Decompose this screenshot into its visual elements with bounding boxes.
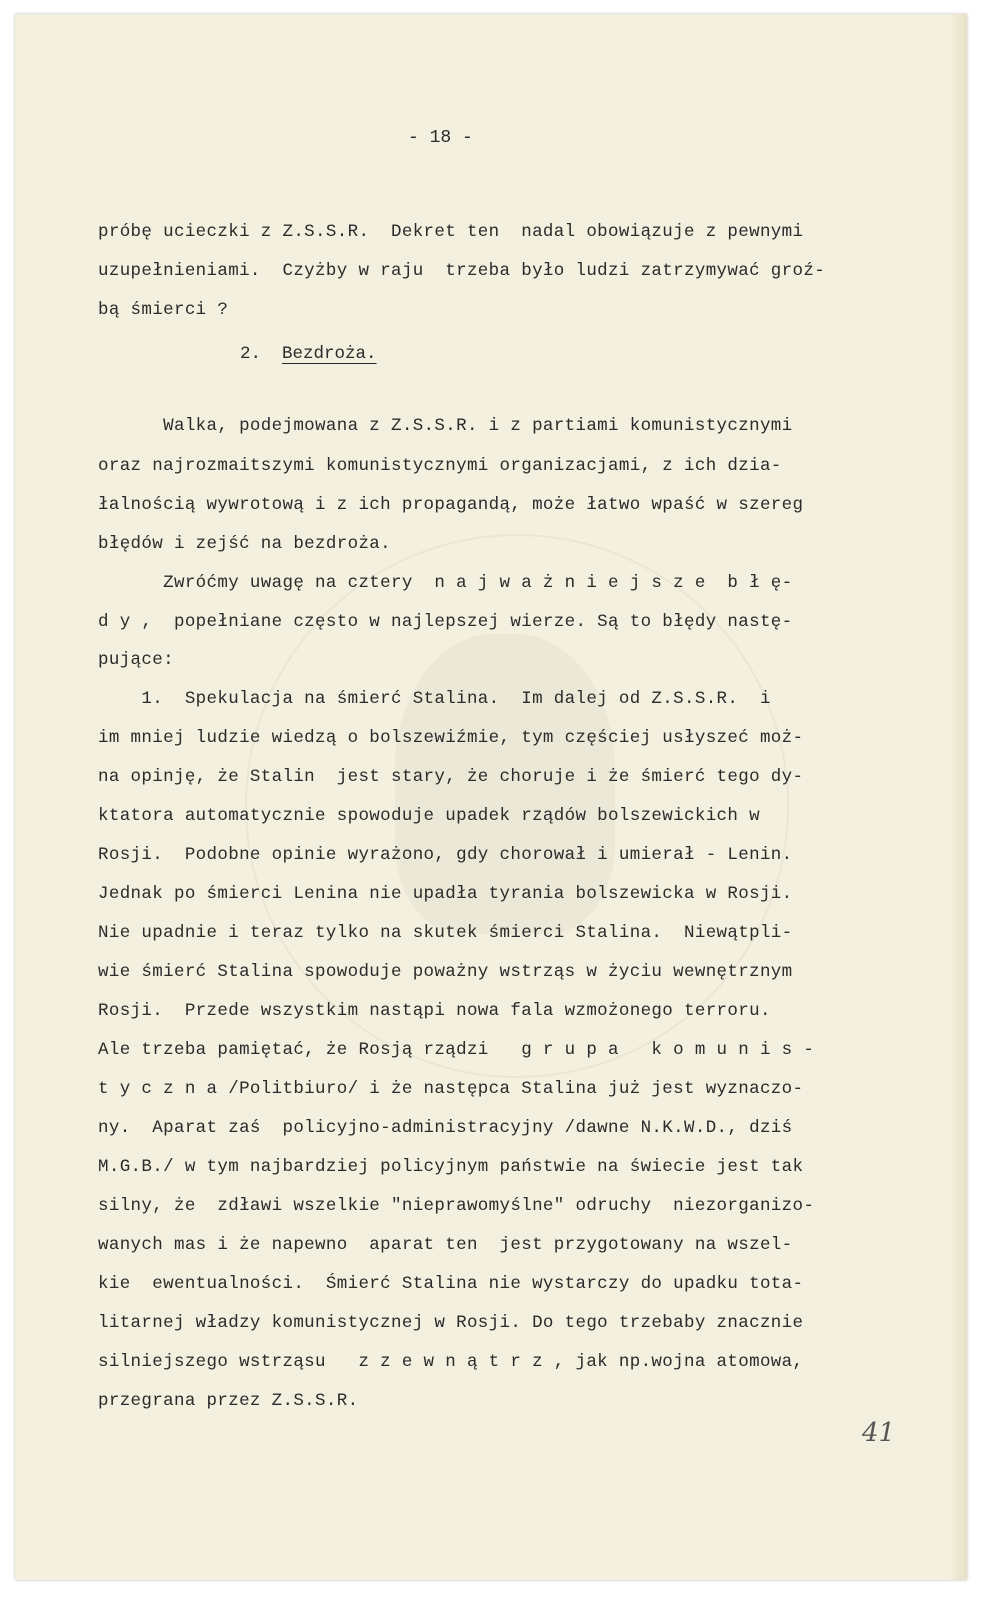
page-number: - 18 -	[408, 128, 473, 148]
body-line-6: d y , popełniane często w najlepszej wierze. Są to błędy nastę-	[98, 612, 793, 632]
body-line-9: im mniej ludzie wiedzą o bolszewiźmie, tym częściej usłyszeć moż-	[98, 728, 804, 748]
body-line-7: pujące:	[98, 650, 174, 670]
body-line-8: 1. Spekulacja na śmierć Stalina. Im dalej od Z.S.S.R. i	[98, 689, 771, 709]
body-line-20: M.G.B./ w tym najbardziej policyjnym państwie na świecie jest tak	[98, 1157, 804, 1177]
body-line-12: Rosji. Podobne opinie wyrażono, gdy chorował i umierał - Lenin.	[98, 845, 793, 865]
body-line-3: łalnością wywrotową i z ich propagandą, może łatwo wpaść w szereg	[98, 495, 804, 515]
text-line-3: bą śmierci ?	[98, 300, 229, 320]
section-number: 2.	[240, 344, 262, 364]
handwritten-folio-number: 41	[862, 1418, 896, 1448]
section-heading	[240, 344, 377, 364]
body-line-22: wanych mas i że napewno aparat ten jest przygotowany na wszel-	[98, 1235, 793, 1255]
text-line-1: próbę ucieczki z Z.S.S.R. Dekret ten nadal obowiązuje z pewnymi	[98, 222, 804, 242]
text-line-2: uzupełnieniami. Czyżby w raju trzeba było ludzi zatrzymywać groź-	[98, 261, 826, 281]
body-line-26: przegrana przez Z.S.S.R.	[98, 1391, 359, 1411]
body-line-21: silny, że zdławi wszelkie "nieprawomyślne" odruchy niezorganizo-	[98, 1196, 815, 1216]
body-line-16: Rosji. Przede wszystkim nastąpi nowa fala wzmożonego terroru.	[98, 1001, 771, 1021]
section-title: Bezdroża.	[282, 344, 377, 364]
body-line-2: oraz najrozmaitszymi komunistycznymi organizacjami, z ich dzia-	[98, 456, 782, 476]
body-line-5: Zwróćmy uwagę na cztery n a j w a ż n i e j s z e b ł ę-	[98, 573, 793, 593]
body-line-10: na opinję, że Stalin jest stary, że choruje i że śmierć tego dy-	[98, 767, 804, 787]
body-line-1: Walka, podejmowana z Z.S.S.R. i z partiami komunistycznymi	[98, 416, 793, 436]
body-line-15: wie śmierć Stalina spowoduje poważny wstrząs w życiu wewnętrznym	[98, 962, 793, 982]
body-line-19: ny. Aparat zaś policyjno-administracyjny /dawne N.K.W.D., dziś	[98, 1118, 793, 1138]
body-line-17: Ale trzeba pamiętać, że Rosją rządzi g r u p a k o m u n i s -	[98, 1040, 815, 1060]
body-line-13: Jednak po śmierci Lenina nie upadła tyrania bolszewicka w Rosji.	[98, 884, 793, 904]
body-line-24: litarnej władzy komunistycznej w Rosji. Do tego trzebaby znacznie	[98, 1313, 804, 1333]
body-line-23: kie ewentualności. Śmierć Stalina nie wystarczy do upadku tota-	[98, 1274, 804, 1294]
document-page	[15, 14, 967, 1580]
body-line-25: silniejszego wstrząsu z z e w n ą t r z , jak np.wojna atomowa,	[98, 1352, 804, 1372]
body-line-18: t y c z n a /Politbiuro/ i że następca Stalina już jest wyznaczo-	[98, 1079, 804, 1099]
page-edge-shadow	[949, 14, 967, 1580]
body-line-14: Nie upadnie i teraz tylko na skutek śmierci Stalina. Niewątpli-	[98, 923, 793, 943]
body-line-4: błędów i zejść na bezdroża.	[98, 534, 391, 554]
body-line-11: ktatora automatycznie spowoduje upadek rządów bolszewickich w	[98, 806, 760, 826]
